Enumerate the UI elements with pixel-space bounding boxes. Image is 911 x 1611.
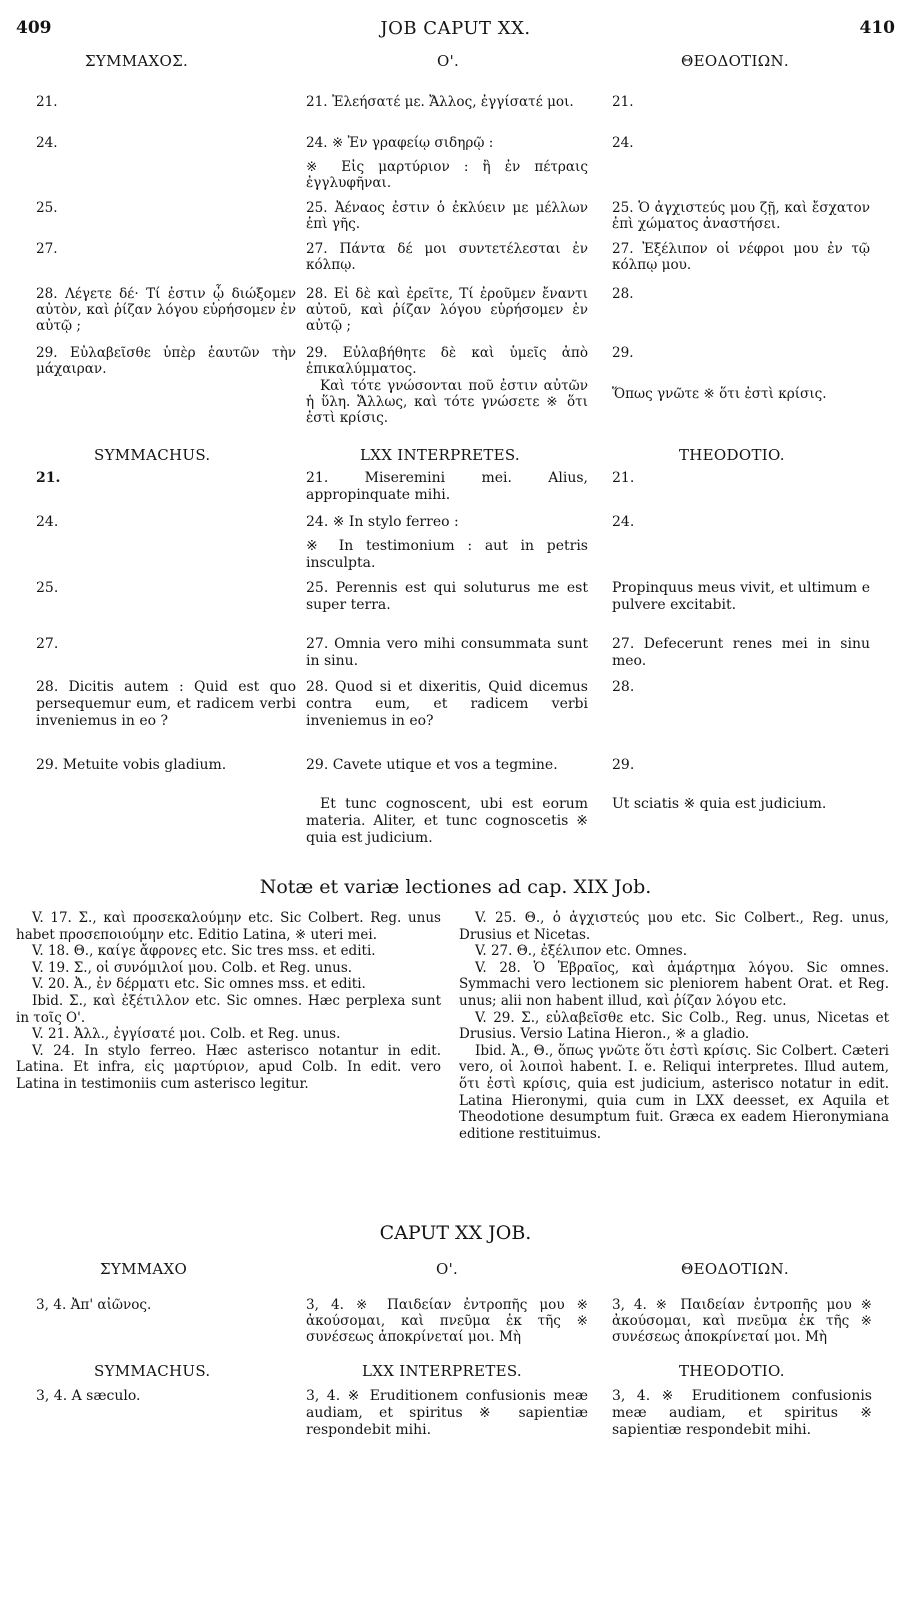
column-heading-theodotion-latin: THEODOTIO. [679, 446, 785, 464]
greek-theo-21: 21. [612, 94, 634, 110]
note-v18: V. 18. Θ., καίγε ἄφρονες etc. Sic tres mss. et editi. [32, 943, 376, 960]
latin-lxx-21: 21. Miseremini mei. Alius, appropinquate mihi. [306, 470, 588, 503]
greek-theo-28: 28. [612, 286, 634, 302]
caput-latin-theo: 3, 4. ※ Eruditionem confusionis meæ audiam, et spiritus ※ sapientiæ respondebit mihi. [612, 1388, 872, 1438]
latin-lxx-27: 27. Omnia vero mihi consummata sunt in sinu. [306, 636, 588, 669]
note-v17: V. 17. Σ., καὶ προσεκαλούμην etc. Sic Colbert. Reg. unus habet προσεποιούμην etc. Editio Latina, ※ uteri mei. [16, 910, 441, 943]
note-v21: V. 21. Ἀλλ., ἐγγίσατέ μοι. Colb. et Reg. unus. [32, 1026, 341, 1043]
caput-heading: CAPUT XX JOB. [379, 1222, 532, 1244]
caput-latin-lxx: 3, 4. ※ Eruditionem confusionis meæ audiam, et spiritus ※ sapientiæ respondebit mihi. [306, 1388, 588, 1438]
latin-lxx-24a: 24. ※ In stylo ferreo : [306, 514, 459, 530]
greek-sym-21: 21. [36, 94, 58, 110]
notes-right-column [459, 910, 889, 1142]
note-ibid-sym: Ibid. Σ., καὶ ἐξέτιλλον etc. Sic omnes. Hæc perplexa sunt in τοῖς Ο'. [16, 992, 441, 1026]
latin-lxx-25: 25. Perennis est qui soluturus me est super terra. [306, 580, 588, 613]
greek-sym-29: 29. Εὐλαβεῖσθε ὑπὲρ ἑαυτῶν τὴν μάχαιραν. [36, 345, 296, 377]
note-v24: V. 24. In stylo ferreo. Hæc asterisco notantur in edit. Latina. Et infra, εἰς μαρτύριον, apud Colb. In edit. vero Latina in testimoniis cum asterisco legitur. [16, 1042, 441, 1092]
column-heading-symmachus-latin: SYMMACHUS. [94, 446, 211, 464]
latin-theo-29: 29. [612, 757, 635, 773]
note-v25: V. 25. Θ., ὁ ἀγχιστεύς μου etc. Sic Colbert., Reg. unus, Drusius et Nicetas. [459, 910, 889, 943]
caput-heading-lxx-latin: LXX INTERPRETES. [362, 1362, 522, 1380]
column-heading-lxx-greek: Ο'. [437, 52, 460, 70]
greek-lxx-24b: ※ Εἰς μαρτύριον : ἢ ἐν πέτραις ἐγγλυφῆναι. [306, 159, 588, 191]
notes-heading: Notæ et variæ lectiones ad cap. XIX Job. [259, 876, 652, 898]
greek-lxx-28: 28. Εἰ δὲ καὶ ἐρεῖτε, Τί ἐροῦμεν ἔναντι αὐτοῦ, καὶ ῥίζαν λόγου εὑρήσομεν ἐν αὐτῷ ; [306, 286, 588, 334]
greek-theo-25: 25. Ὁ ἀγχιστεύς μου ζῇ, καὶ ἔσχατον ἐπὶ χώματος ἀναστήσει. [612, 200, 870, 232]
caput-heading-theodotion-latin: THEODOTIO. [679, 1362, 785, 1380]
greek-sym-28: 28. Λέγετε δέ· Τί ἐστιν ᾧ διώξομεν αὐτὸν, καὶ ῥίζαν λόγου εὑρήσομεν ἐν αὐτῷ ; [36, 286, 296, 334]
latin-lxx-28: 28. Quod si et dixeritis, Quid dicemus contra eum, et radicem verbi inveniemus in eo? [306, 679, 588, 729]
greek-sym-24: 24. [36, 135, 58, 151]
greek-lxx-25: 25. Ἀέναος ἐστιν ὁ ἐκλύειν με μέλλων ἐπὶ γῆς. [306, 200, 588, 232]
caput-heading-symmachus-greek: ΣΥΜΜΑΧΟ [100, 1260, 188, 1278]
latin-theo-21: 21. [612, 470, 635, 486]
greek-theo-29: 29. [612, 345, 634, 361]
caput-greek-lxx: 3, 4. ※ Παιδείαν ἐντροπῆς μου ※ ἀκούσομαι, καὶ πνεῦμα ἐκ τῆς ※ συνέσεως ἀποκρίνεταί μοι. Μὴ [306, 1297, 588, 1345]
latin-sym-25: 25. [36, 580, 59, 596]
greek-sym-25: 25. [36, 200, 58, 216]
caput-latin-sym: 3, 4. A sæculo. [36, 1388, 141, 1404]
latin-sym-27: 27. [36, 636, 59, 652]
note-v29: V. 29. Σ., εὐλαβεῖσθε etc. Sic Colb., Reg. unus, Nicetas et Drusius. Versio Latina Hieron., ※ a gladio. [459, 1009, 889, 1043]
caput-greek-sym: 3, 4. Ἀπ' αἰῶνος. [36, 1297, 152, 1313]
caput-greek-theo: 3, 4. ※ Παιδείαν ἐντροπῆς μου ※ ἀκούσομαι, καὶ πνεῦμα ἐκ τῆς ※ συνέσεως ἀποκρίνεταί μοι. Μὴ [612, 1297, 872, 1345]
latin-theo-28: 28. [612, 679, 635, 695]
latin-sym-24: 24. [36, 514, 59, 530]
greek-theo-29b: Ὅπως γνῶτε ※ ὅτι ἐστὶ κρίσις. [612, 386, 827, 402]
latin-sym-21: 21. [36, 470, 61, 486]
caput-heading-symmachus-latin: SYMMACHUS. [94, 1362, 211, 1380]
latin-lxx-24b: ※ In testimonium : aut in petris insculpta. [306, 538, 588, 571]
note-v20: V. 20. Ἀ., ἐν δέρματι etc. Sic omnes mss. et editi. [32, 976, 366, 993]
latin-theo-25: Propinquus meus vivit, et ultimum e pulvere excitabit. [612, 580, 870, 613]
greek-lxx-29b: Καὶ τότε γνώσονται ποῦ ἐστιν αὐτῶν ἡ ὕλη. Ἄλλως, καὶ τότε γνώσετε ※ ὅτι ἐστὶ κρίσις. [306, 378, 588, 426]
latin-lxx-29: 29. Cavete utique et vos a tegmine. [306, 757, 558, 773]
page-number-left: 409 [16, 18, 52, 38]
note-v27: V. 27. Θ., ἐξέλιπον etc. Omnes. [475, 943, 688, 960]
page-number-right: 410 [859, 18, 895, 38]
greek-theo-27: 27. Ἐξέλιπον οἱ νέφροι μου ἐν τῷ κόλπῳ μου. [612, 241, 870, 273]
latin-sym-28: 28. Dicitis autem : Quid est quo persequemur eum, et radicem verbi inveniemus in eo ? [36, 679, 296, 729]
column-heading-theodotion-greek: ΘΕΟΔΟΤΙΩΝ. [681, 52, 789, 70]
greek-sym-27: 27. [36, 241, 58, 257]
caput-heading-lxx-greek: Ο'. [436, 1260, 459, 1278]
greek-lxx-27: 27. Πάντα δέ μοι συντετέλεσται ἐν κόλπῳ. [306, 241, 588, 273]
notes-left-column [16, 910, 441, 1093]
greek-lxx-24a: 24. ※ Ἐν γραφείῳ σιδηρῷ : [306, 135, 494, 151]
column-heading-symmachus-greek: ΣΥΜΜΑΧΟΣ. [85, 52, 189, 70]
running-title: JOB CAPUT XX. [380, 18, 531, 39]
greek-lxx-29: 29. Εὐλαβήθητε δὲ καὶ ὑμεῖς ἀπὸ ἐπικαλύμματος. [306, 345, 588, 377]
greek-theo-24: 24. [612, 135, 634, 151]
caput-heading-theodotion-greek: ΘΕΟΔΟΤΙΩΝ. [681, 1260, 789, 1278]
greek-lxx-21: 21. Ἐλεήσατέ με. Ἄλλος, ἐγγίσατέ μοι. [306, 94, 574, 110]
note-v28: V. 28. Ὁ Ἑβραῖος, καὶ ἀμάρτημα λόγου. Sic omnes. Symmachi vero lectionem sic pleniorem habent Orat. et Reg. unus; alii non habent illud, καὶ ῥίζαν λόγου etc. [459, 959, 889, 1009]
latin-theo-24: 24. [612, 514, 635, 530]
latin-sym-29: 29. Metuite vobis gladium. [36, 757, 227, 773]
latin-theo-29b: Ut sciatis ※ quia est judicium. [612, 796, 827, 812]
note-v19: V. 19. Σ., οἱ συνόμιλοί μου. Colb. et Reg. unus. [32, 959, 353, 976]
latin-lxx-29b: Et tunc cognoscent, ubi est eorum materia. Aliter, et tunc cognoscetis ※ quia est judicium. [306, 796, 588, 846]
note-ibid-aq-theo: Ibid. Ἀ., Θ., ὅπως γνῶτε ὅτι ἐστὶ κρίσις. Sic Colbert. Cæteri vero, οἱ λοιποὶ habent. I. e. Reliqui interpretes. Illud autem, ὅτι ἐστὶ κρίσις, quia est judicium, asterisco notatur in edit. Latina Hieronymi, quia cum in LXX deesset, ex Aquila et Theodotione desumptum fuit. Græca ex eadem Hieronymiana editione restituimus. [459, 1042, 889, 1142]
column-heading-lxx-latin: LXX INTERPRETES. [360, 446, 520, 464]
latin-theo-27: 27. Defecerunt renes mei in sinu meo. [612, 636, 870, 669]
